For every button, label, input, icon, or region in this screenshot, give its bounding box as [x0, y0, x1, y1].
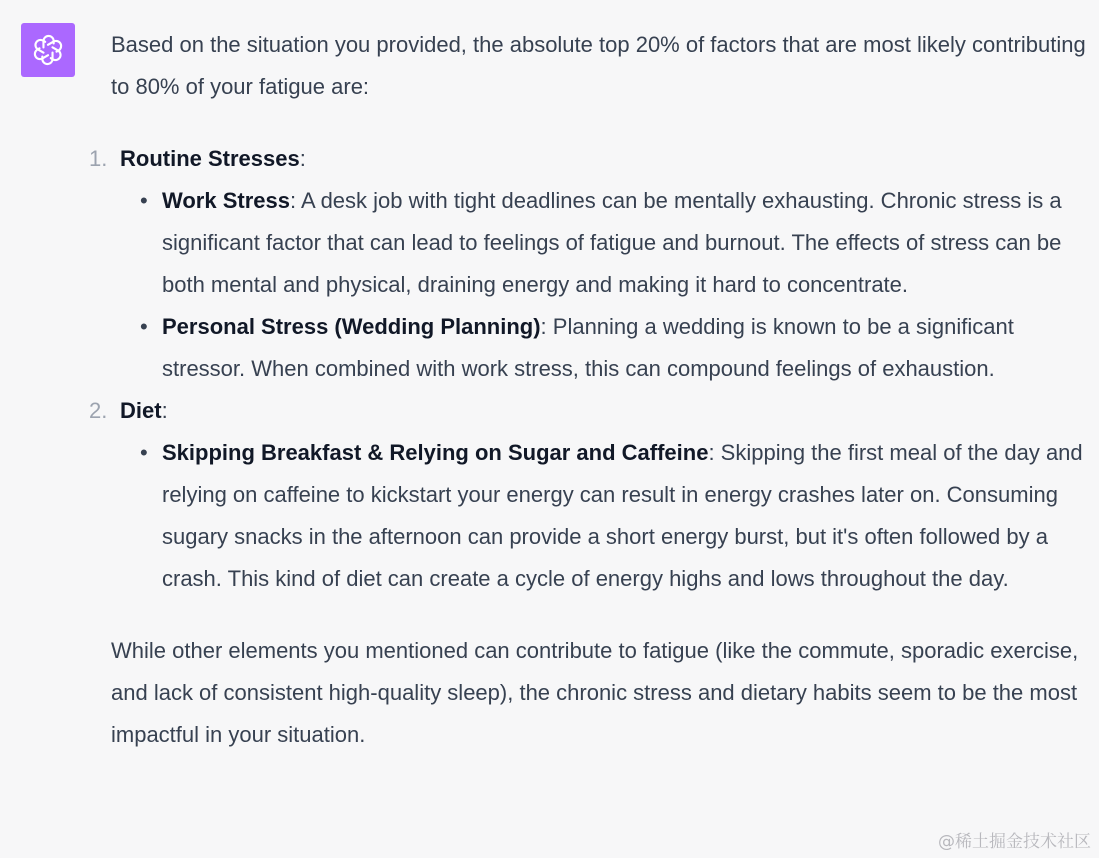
item-title: Work Stress — [162, 188, 290, 213]
factor-suffix: : — [299, 146, 306, 171]
factor-item-routine-stresses — [89, 138, 1086, 390]
openai-logo-icon — [31, 33, 65, 67]
item-title: Personal Stress (Wedding Planning) — [162, 314, 541, 339]
factor-title: Diet — [120, 398, 162, 423]
list-item-personal-stress — [140, 306, 1086, 390]
bullet-icon: • — [140, 314, 148, 339]
intro-paragraph: Based on the situation you provided, the absolute top 20% of factors that are most likely contributing to 80% of your fatigue are: — [111, 32, 1086, 99]
conclusion-paragraph: While other elements you mentioned can contribute to fatigue (like the commute, sporadic exercise, and lack of consistent high-quality sleep), the chronic stress and dietary habits seem to be the most impactful in your situation. — [111, 638, 1079, 747]
assistant-message — [89, 24, 1086, 756]
factor-item-diet — [89, 390, 1086, 600]
bullet-icon: • — [140, 440, 148, 465]
bullet-icon: • — [140, 188, 148, 213]
item-text: : Skipping the first meal of the day and relying on caffeine to kickstart your energy can result in energy crashes later on. Consuming sugary snacks in the afternoon can provide a short energy burst, but it's often followed by a crash. This kind of diet can create a cycle of energy highs and lows throughout the day. — [162, 440, 1083, 591]
list-number: 2. — [89, 398, 108, 423]
item-text: : A desk job with tight deadlines can be mentally exhausting. Chronic stress is a significant factor that can lead to feelings of fatigue and burnout. The effects of stress can be both mental and physical, draining energy and making it hard to concentrate. — [162, 188, 1062, 297]
factors-list — [89, 138, 1086, 600]
factor-sublist — [120, 180, 1086, 390]
factor-title: Routine Stresses — [120, 146, 300, 171]
watermark: @稀土掘金技术社区 — [938, 832, 1091, 852]
list-item-work-stress — [140, 180, 1086, 306]
factor-suffix: : — [161, 398, 168, 423]
list-number: 1. — [89, 146, 108, 171]
assistant-avatar — [21, 23, 75, 77]
item-title: Skipping Breakfast & Relying on Sugar and Caffeine — [162, 440, 709, 465]
list-item-skipping-breakfast — [140, 432, 1086, 600]
factor-sublist — [120, 432, 1086, 600]
item-text: : Planning a wedding is known to be a significant stressor. When combined with work stress, this can compound feelings of exhaustion. — [162, 314, 1014, 381]
